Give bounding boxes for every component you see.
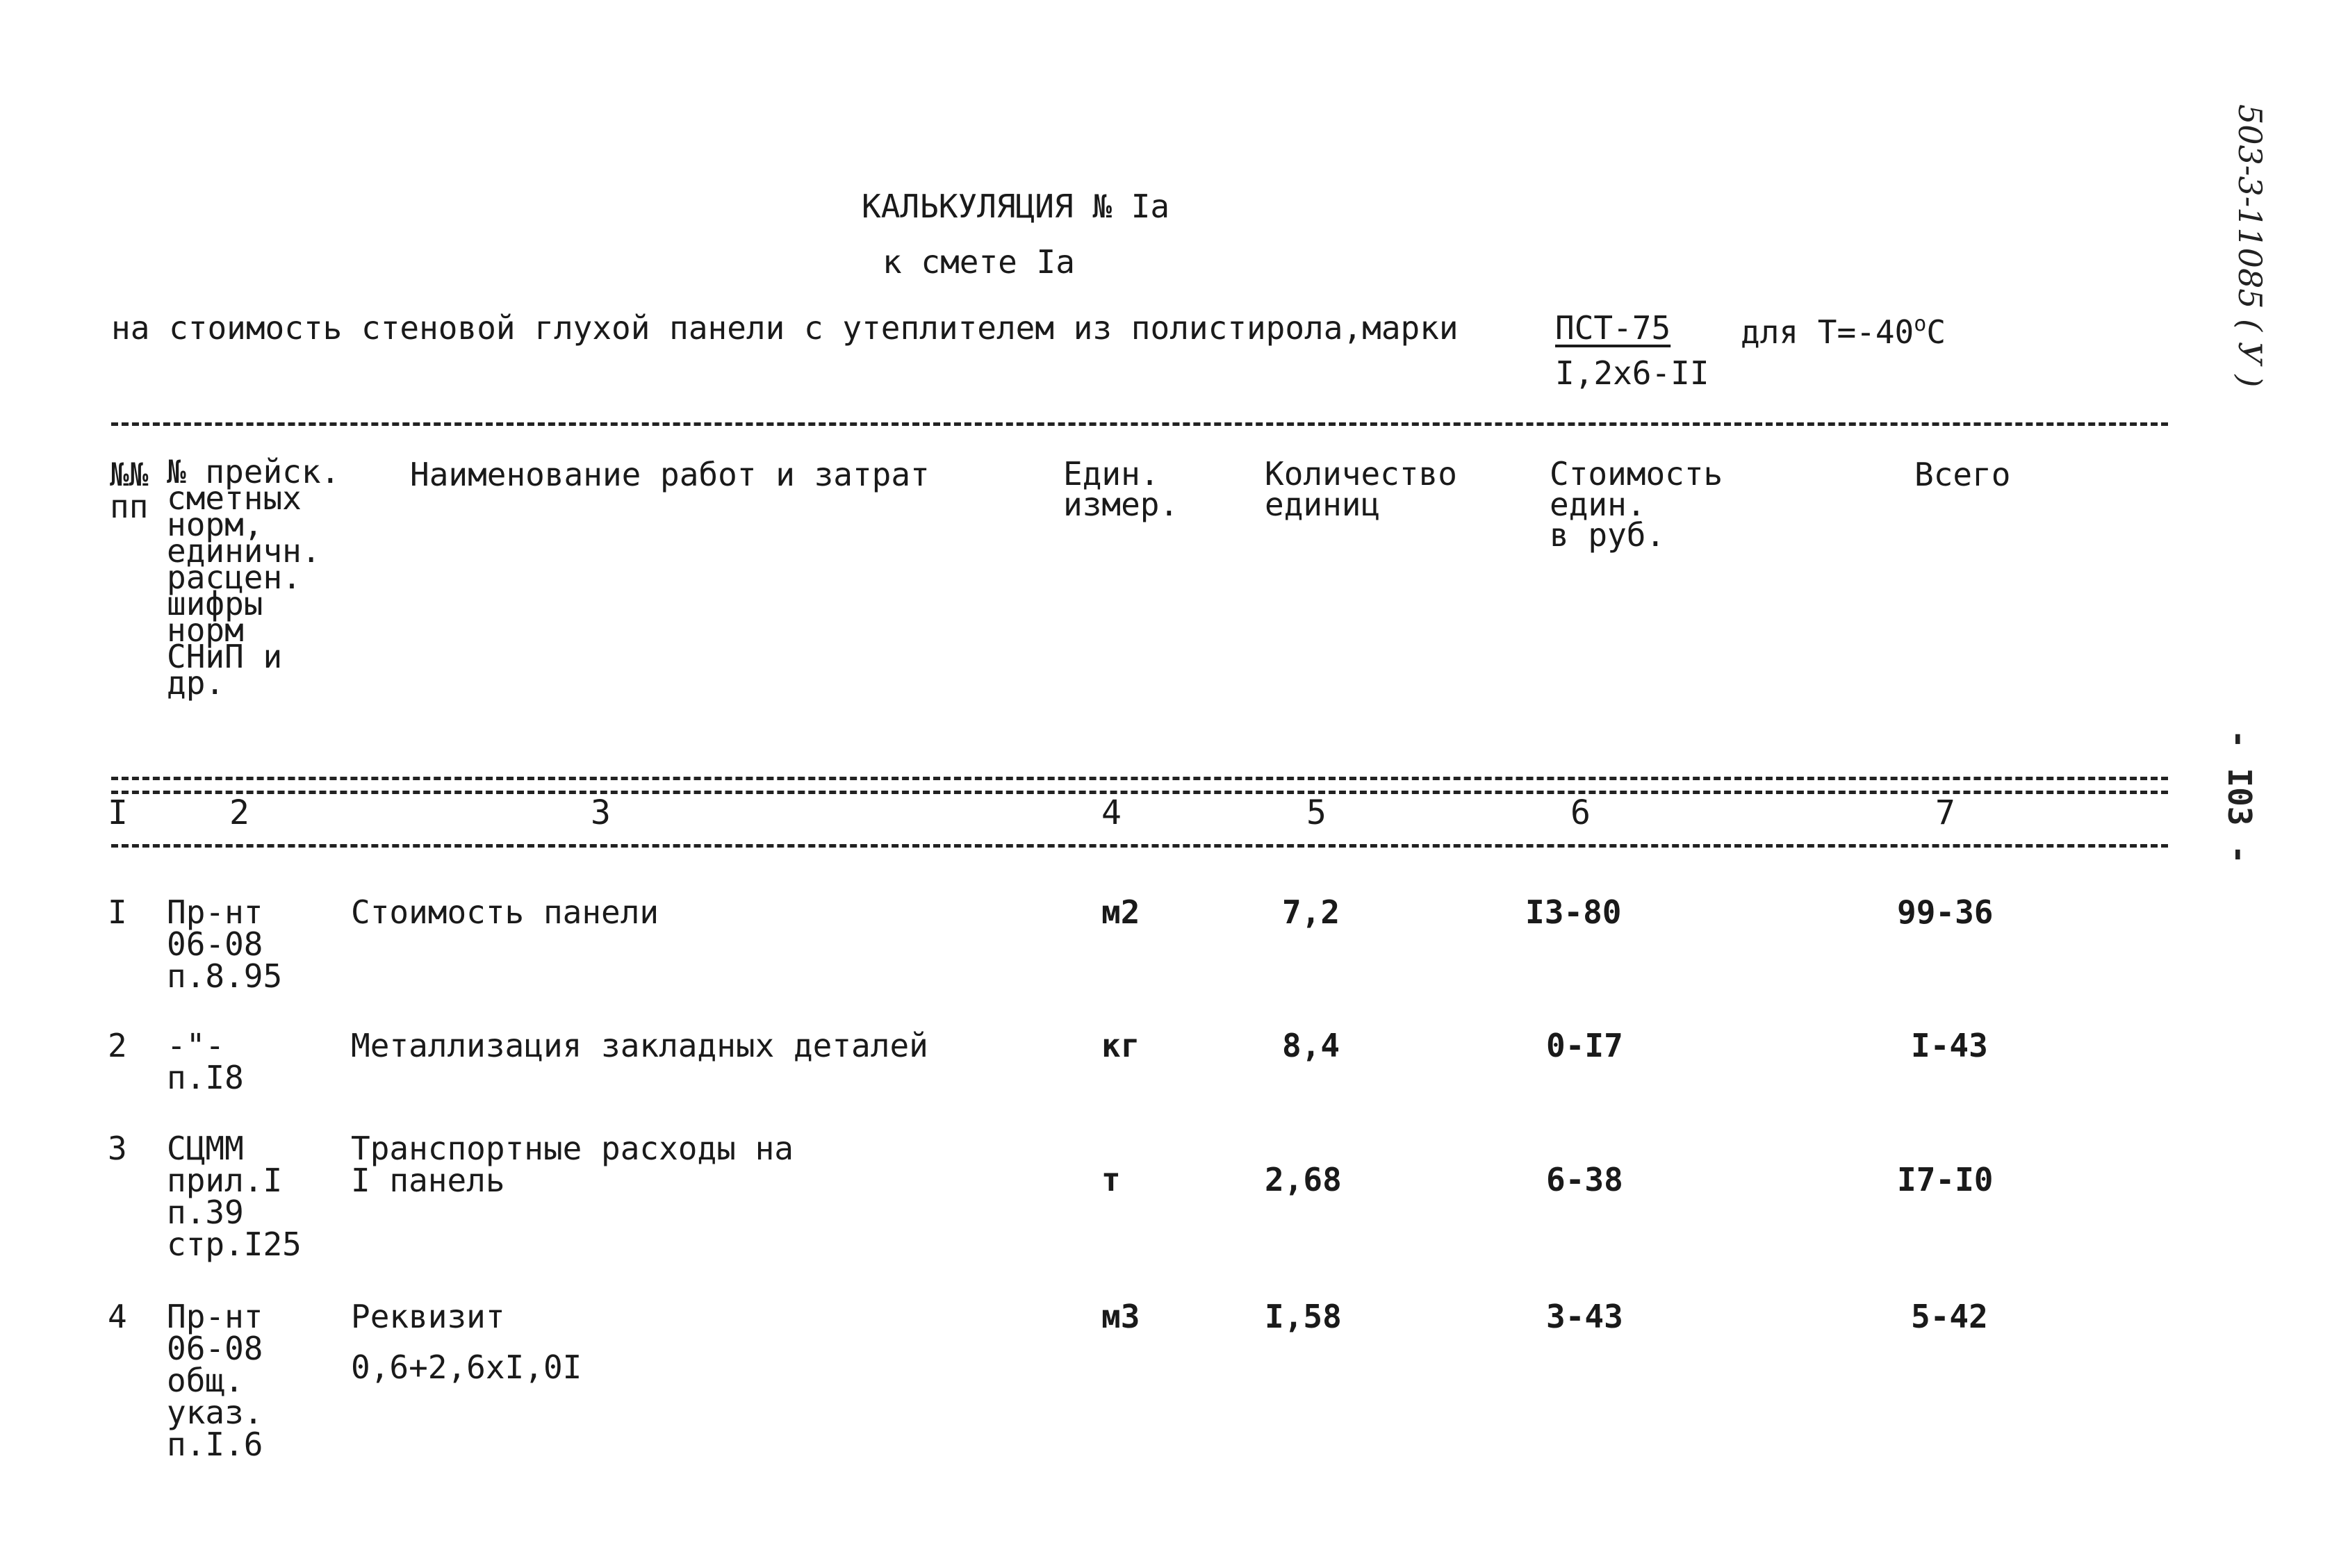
- row-ref: Пр-нт 06-08 общ. указ. п.I.6: [167, 1298, 263, 1463]
- row-ref: СЦММ прил.I п.39 стр.I25: [167, 1130, 302, 1263]
- row-name: Транспортные расходы на I панель: [351, 1130, 794, 1199]
- estimate-subtitle: к смете Iа: [882, 243, 1075, 281]
- row-price: 6-38: [1546, 1161, 1623, 1198]
- row-number: I: [108, 893, 127, 931]
- temperature-condition: для $Т=-40^оС$: [1741, 312, 1946, 351]
- header-ref: № прейск. сметных норм, единичн. расцен. шифры норм СНиП и др.: [167, 453, 340, 702]
- row-unit: м3: [1101, 1298, 1140, 1335]
- rule-colnum-bottom: [111, 844, 2168, 848]
- row-number: 2: [108, 1027, 127, 1064]
- header-unit: Един. измер.: [1063, 455, 1179, 523]
- colnum-1: I: [108, 793, 128, 832]
- document-code: 503-3-11085 ( У ): [2231, 104, 2269, 388]
- row-unit: м2: [1101, 893, 1140, 931]
- rule-header-bottom: [111, 777, 2168, 780]
- row-qty: I,58: [1265, 1298, 1342, 1335]
- colnum-5: 5: [1306, 793, 1327, 832]
- row-price: 3-43: [1546, 1298, 1623, 1335]
- calculation-title: КАЛЬКУЛЯЦИЯ № Iа: [862, 188, 1170, 225]
- row-number: 3: [108, 1130, 127, 1167]
- colnum-4: 4: [1101, 793, 1122, 832]
- row-price: I3-80: [1525, 893, 1622, 931]
- row-total: I-43: [1911, 1027, 1988, 1064]
- header-num: №№ пп: [110, 456, 149, 525]
- row-ref: -"- п.I8: [167, 1027, 244, 1096]
- colnum-2: 2: [229, 793, 249, 832]
- row-price: 0-I7: [1546, 1027, 1623, 1064]
- row-name: Стоимость панели: [351, 893, 659, 931]
- row-total: 5-42: [1911, 1298, 1988, 1335]
- header-name: Наименование работ и затрат: [410, 456, 930, 493]
- row-number: 4: [108, 1298, 127, 1335]
- row-total: I7-I0: [1897, 1161, 1994, 1198]
- panel-mark: ПСТ-75: [1555, 309, 1671, 347]
- colnum-3: 3: [591, 793, 611, 832]
- row-name: Металлизация закладных деталей: [351, 1027, 928, 1064]
- header-price: Стоимость един. в руб.: [1550, 455, 1723, 554]
- row-formula: 0,6+2,6хI,0I: [351, 1348, 582, 1386]
- colnum-7: 7: [1935, 793, 1955, 832]
- row-qty: 7,2: [1282, 893, 1340, 931]
- rule-top: [111, 422, 2168, 426]
- panel-mark-sub: I,2х6-II: [1555, 354, 1709, 392]
- header-qty: Количество единиц: [1265, 455, 1457, 523]
- row-qty: 8,4: [1282, 1027, 1340, 1064]
- row-unit: т: [1101, 1161, 1121, 1198]
- row-unit: кг: [1101, 1027, 1140, 1064]
- row-total: 99-36: [1897, 893, 1994, 931]
- row-qty: 2,68: [1265, 1161, 1342, 1198]
- colnum-6: 6: [1570, 793, 1591, 832]
- page-number: - I03 -: [2221, 729, 2258, 864]
- row-name: Реквизит: [351, 1298, 505, 1335]
- header-total: Всего: [1914, 456, 2011, 493]
- rule-colnum-top: [111, 791, 2168, 794]
- subject-line: на стоимость стеновой глухой панели с утеплителем из полистирола,марки: [111, 309, 1459, 347]
- row-ref: Пр-нт 06-08 п.8.95: [167, 893, 283, 995]
